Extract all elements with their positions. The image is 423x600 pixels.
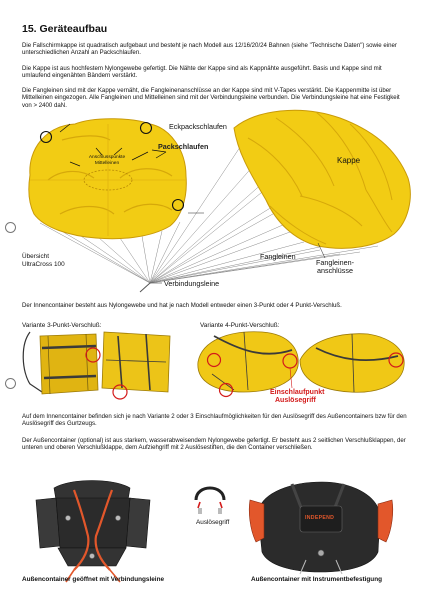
label-fangleinen: Fangleinen	[260, 252, 296, 261]
label-einschlaufpunkt-line1: Einschlaufpunkt	[270, 389, 325, 396]
label-anschluss-line2: Mittelleinen	[94, 160, 120, 166]
overview-caption-line1: Übersicht	[22, 253, 49, 260]
label-anschluss-line1: Anschlusspunkte	[88, 155, 126, 160]
inner-container-paragraph: Der Innencontainer besteht aus Nylongewebe und hat je nach Modell entweder einen 3-Punkt oder 4 Punkt-Verschluß.	[22, 302, 342, 309]
intro-paragraph: Die Fallschirmkappe ist quadratisch aufgebaut und besteht je nach Modell aus 12/16/20/24 Bahnen (siehe "Technische Daten") sowie einer unterschiedlichen Anzahl an Packschlaufen.	[22, 42, 397, 57]
label-fangleinenanschluesse-line2: anschlüsse	[317, 266, 353, 276]
lines-paragraph: Die Fangleinen sind mit der Kappe vernäht, die Fangleinenanschlüsse an der Kappe sind mit V-Tapes verstärkt. Die Kappenmitte ist über Mittelleinen eingezogen. Alle Fangleinen und Mittelleinen sind mit der Verbindungsleine verbunden. Die Verbindungsleine hat eine Festigkeit von > 2400 daN.	[22, 87, 400, 109]
caption-outer-instrument: Außencontainer mit Instrumentbefestigung	[251, 576, 383, 583]
label-fangleinenanschluesse-line1: Fangleinen-	[316, 258, 354, 267]
overview-caption-line2: UltraCross 100	[22, 260, 65, 268]
caption-outer-open: Außencontainer geöffnet mit Verbindungsleine	[22, 576, 165, 583]
label-verbindungsleine: Verbindungsleine	[164, 279, 220, 288]
variant-4-title: Variante 4-Punkt-Verschluß:	[200, 322, 280, 329]
canopy-material-paragraph: Die Kappe ist aus hochfestem Nylongewebe gefertigt. Die Nähte der Kappe sind als Kappnähte ausgeführt. Basis und Kappe sind mit umlaufend eingenähten Bändern verstärkt.	[22, 65, 382, 80]
label-packschlaufen: Packschlaufen	[158, 142, 209, 151]
page-heading: 15. Geräteaufbau	[22, 23, 108, 35]
label-ausloesegriff: Auslösegriff	[196, 519, 230, 526]
outer-container-paragraph: Der Außencontainer (optional) ist aus starkem, wasserabweisendem Nylongewebe gefertigt. Er besteht aus 2 seitlichen Verschlußklappen, der unteren und oberen Verschlußklappe, dem Aufziehgriff mit 2 Auslösestiften, die den Container verschließen.	[22, 437, 406, 452]
loop-points-paragraph: Auf dem Innencontainer befinden sich je nach Variante 2 oder 3 Einschlaufmöglichkeiten für den Auslösegriff des Außencontainers bzw für den Auslösegriff des Gurtzeugs.	[22, 413, 407, 428]
variant-3-title: Variante 3-Punkt-Verschluß:	[22, 322, 102, 329]
label-einschlaufpunkt-line2: Auslösegriff	[275, 397, 316, 404]
container-brand-logo: INDEPEND	[305, 515, 335, 521]
label-eckpackschlaufen: Eckpackschlaufen	[169, 122, 227, 131]
label-kappe: Kappe	[337, 156, 361, 165]
